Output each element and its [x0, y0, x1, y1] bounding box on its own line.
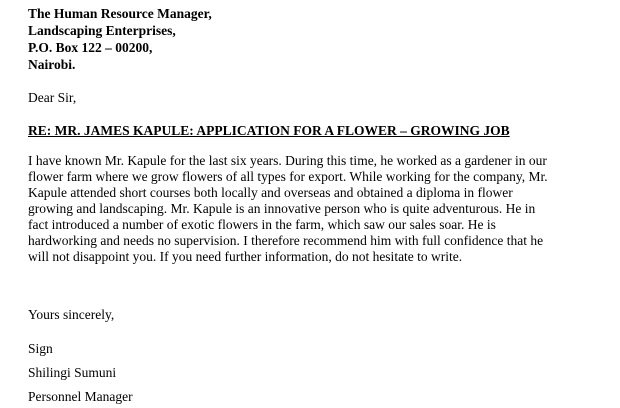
letter-body: [28, 153, 548, 265]
body-line: growing and landscaping. Mr. Kapule is an innovative person who is quite adventurous. He in: [28, 201, 536, 216]
sign-label: Sign: [28, 341, 53, 356]
address-line: Landscaping Enterprises,: [28, 23, 176, 38]
salutation: Dear Sir,: [28, 90, 77, 105]
address-line: Nairobi.: [28, 57, 76, 72]
closing: Yours sincerely,: [28, 307, 115, 322]
subject-line: RE: MR. JAMES KAPULE: APPLICATION FOR A FLOWER – GROWING JOB: [28, 123, 510, 138]
signer-name: Shilingi Sumuni: [28, 365, 117, 380]
signer-title: Personnel Manager: [28, 389, 133, 404]
body-line: will not disappoint you. If you need further information, do not hesitate to write.: [28, 249, 463, 264]
body-line: hardworking and needs no supervision. I therefore recommend him with full confidence that he: [28, 233, 544, 248]
body-line: I have known Mr. Kapule for the last six years. During this time, he worked as a gardener in our: [28, 153, 547, 168]
address-line: P.O. Box 122 – 00200,: [28, 40, 153, 55]
body-line: Kapule attended short courses both locally and overseas and obtained a diploma in flower: [28, 185, 513, 200]
body-line: fact introduced a number of exotic flowers in the farm, which saw our sales soar. He is: [28, 217, 496, 232]
recipient-address: [28, 5, 212, 73]
address-line: The Human Resource Manager,: [28, 6, 212, 21]
body-line: flower farm where we grow flowers of all types for export. While working for the company, Mr.: [28, 169, 548, 184]
